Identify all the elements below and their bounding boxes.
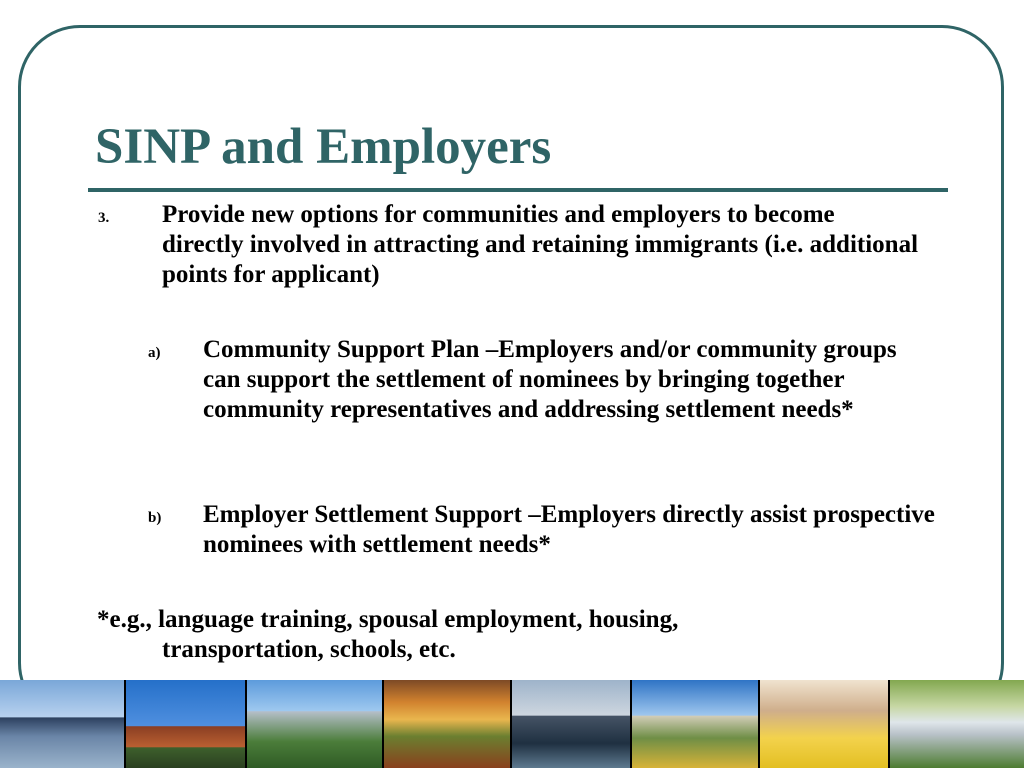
numbered-point-3 xyxy=(98,200,922,290)
sub-point-b xyxy=(148,500,993,560)
family-in-canola-field-photo xyxy=(760,680,890,768)
lake-landscape-photo xyxy=(0,680,126,768)
grain-elevator-photo xyxy=(126,680,247,768)
point-text: Community Support Plan –Employers and/or community groups can support the settlement of nominees by bringing together community representatives and addressing settlement needs* xyxy=(203,336,897,423)
footnote-line-1: *e.g., language training, spousal employment, housing, xyxy=(97,606,679,633)
autumn-river-valley-photo xyxy=(384,680,512,768)
city-skyline-bridge-photo xyxy=(512,680,632,768)
point-marker: a) xyxy=(148,345,161,361)
slide-title: SINP and Employers xyxy=(95,119,552,175)
university-building-photo xyxy=(890,680,1024,768)
point-text: Employer Settlement Support –Employers directly assist prospective nominees with settlement needs* xyxy=(203,501,935,558)
point-marker: b) xyxy=(148,510,162,526)
point-marker: 3. xyxy=(98,210,110,226)
title-underline xyxy=(88,188,948,192)
point-text: Provide new options for communities and employers to become directly involved in attracting and retaining immigrants (i.e. additional points for applicant) xyxy=(162,201,919,288)
photo-strip xyxy=(0,680,1024,768)
legislative-building-photo xyxy=(632,680,760,768)
footnote xyxy=(97,605,957,665)
sub-point-a xyxy=(148,335,903,425)
footnote-line-2: transportation, schools, etc. xyxy=(162,636,456,663)
modern-building-photo xyxy=(247,680,384,768)
